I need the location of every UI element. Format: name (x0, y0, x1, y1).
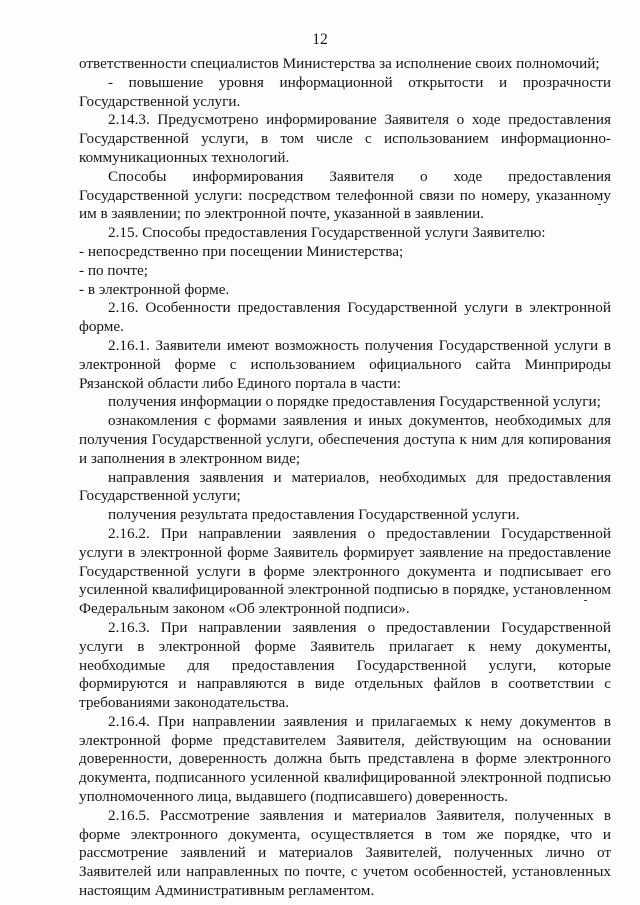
paragraph: 2.16.4. При направлении заявления и прилагаемых к нему документов в электронной форме представителем Заявителя, действующим на основании доверенности, доверенность должна быть представлена в форме электронного документа, подписанного усиленной квалифицированной электронной подписью уполномоченного лица, выдавшего (подписавшего) доверенность. (79, 712, 611, 806)
scan-speck (584, 600, 587, 601)
paragraph: 2.16.2. При направлении заявления о предоставлении Государственной услуги в электронной форме Заявитель формирует заявление на предоставление Государственной услуги в форме электронного документа и подписывает его усиленной квалифицированной электронной подписью в порядке, установленном Федеральным законом «Об электронной подписи». (79, 524, 611, 618)
list-item: - в электронной форме. (79, 280, 230, 298)
section-heading: 2.16. Особенности предоставления Государственной услуги в электронной форме. (79, 299, 611, 336)
paragraph: ответственности специалистов Министерства за исполнение своих полномочий; (79, 55, 600, 72)
paragraph: 2.16.1. Заявители имеют возможность получения Государственной услуги в электронной форме с использованием официального сайта Минприроды Рязанской области либо Единого портала в части: (79, 336, 611, 392)
paragraph: ознакомления с формами заявления и иных документов, необходимых для получения Государственной услуги, обеспечения доступа к ним для копирования и заполнения в электронном виде; (79, 412, 611, 467)
list-item: - непосредственно при посещении Министерства; (79, 242, 404, 260)
paragraph: 2.16.3. При направлении заявления о предоставлении Государственной услуги в электронной форме Заявитель прилагает к нему документы, необходимые для предоставления Государственной услуги, которые формируются и направляются в виде отдельных файлов в соответствии с требованиями законодательства. (79, 618, 611, 712)
document-body (79, 55, 611, 901)
paragraph: направления заявления и материалов, необходимых для предоставления Государственной услуги; (79, 468, 611, 505)
paragraph: 2.16.5. Рассмотрение заявления и материалов Заявителя, полученных в форме электронного документа, осуществляется в том же порядке, что и рассмотрение заявлений и материалов Заявителей, полученных лично от Заявителей или направленных по почте, с учетом особенностей, установленных настоящим Административным регламентом. (79, 806, 611, 900)
page-number: 12 (312, 31, 328, 48)
paragraph: 2.14.3. Предусмотрено информирование Заявителя о ходе предоставления Государственной услуги, в том числе с использованием информационно-коммуникационных технологий. (79, 111, 611, 166)
scan-speck (598, 204, 601, 205)
paragraph: получения результата предоставления Государственной услуги. (108, 506, 520, 524)
list-item: - по почте; (79, 261, 148, 279)
paragraph: Способы информирования Заявителя о ходе предоставления Государственной услуги: посредством телефонной связи по номеру, указанному им в заявлении; по электронной почте, указанной в заявлении. (79, 167, 611, 223)
paragraph: получения информации о порядке предоставления Государственной услуги; (108, 393, 601, 411)
paragraph: - повышение уровня информационной открытости и прозрачности Государственной услуги. (79, 73, 611, 110)
paragraph: 2.15. Способы предоставления Государственной услуги Заявителю: (108, 224, 546, 242)
